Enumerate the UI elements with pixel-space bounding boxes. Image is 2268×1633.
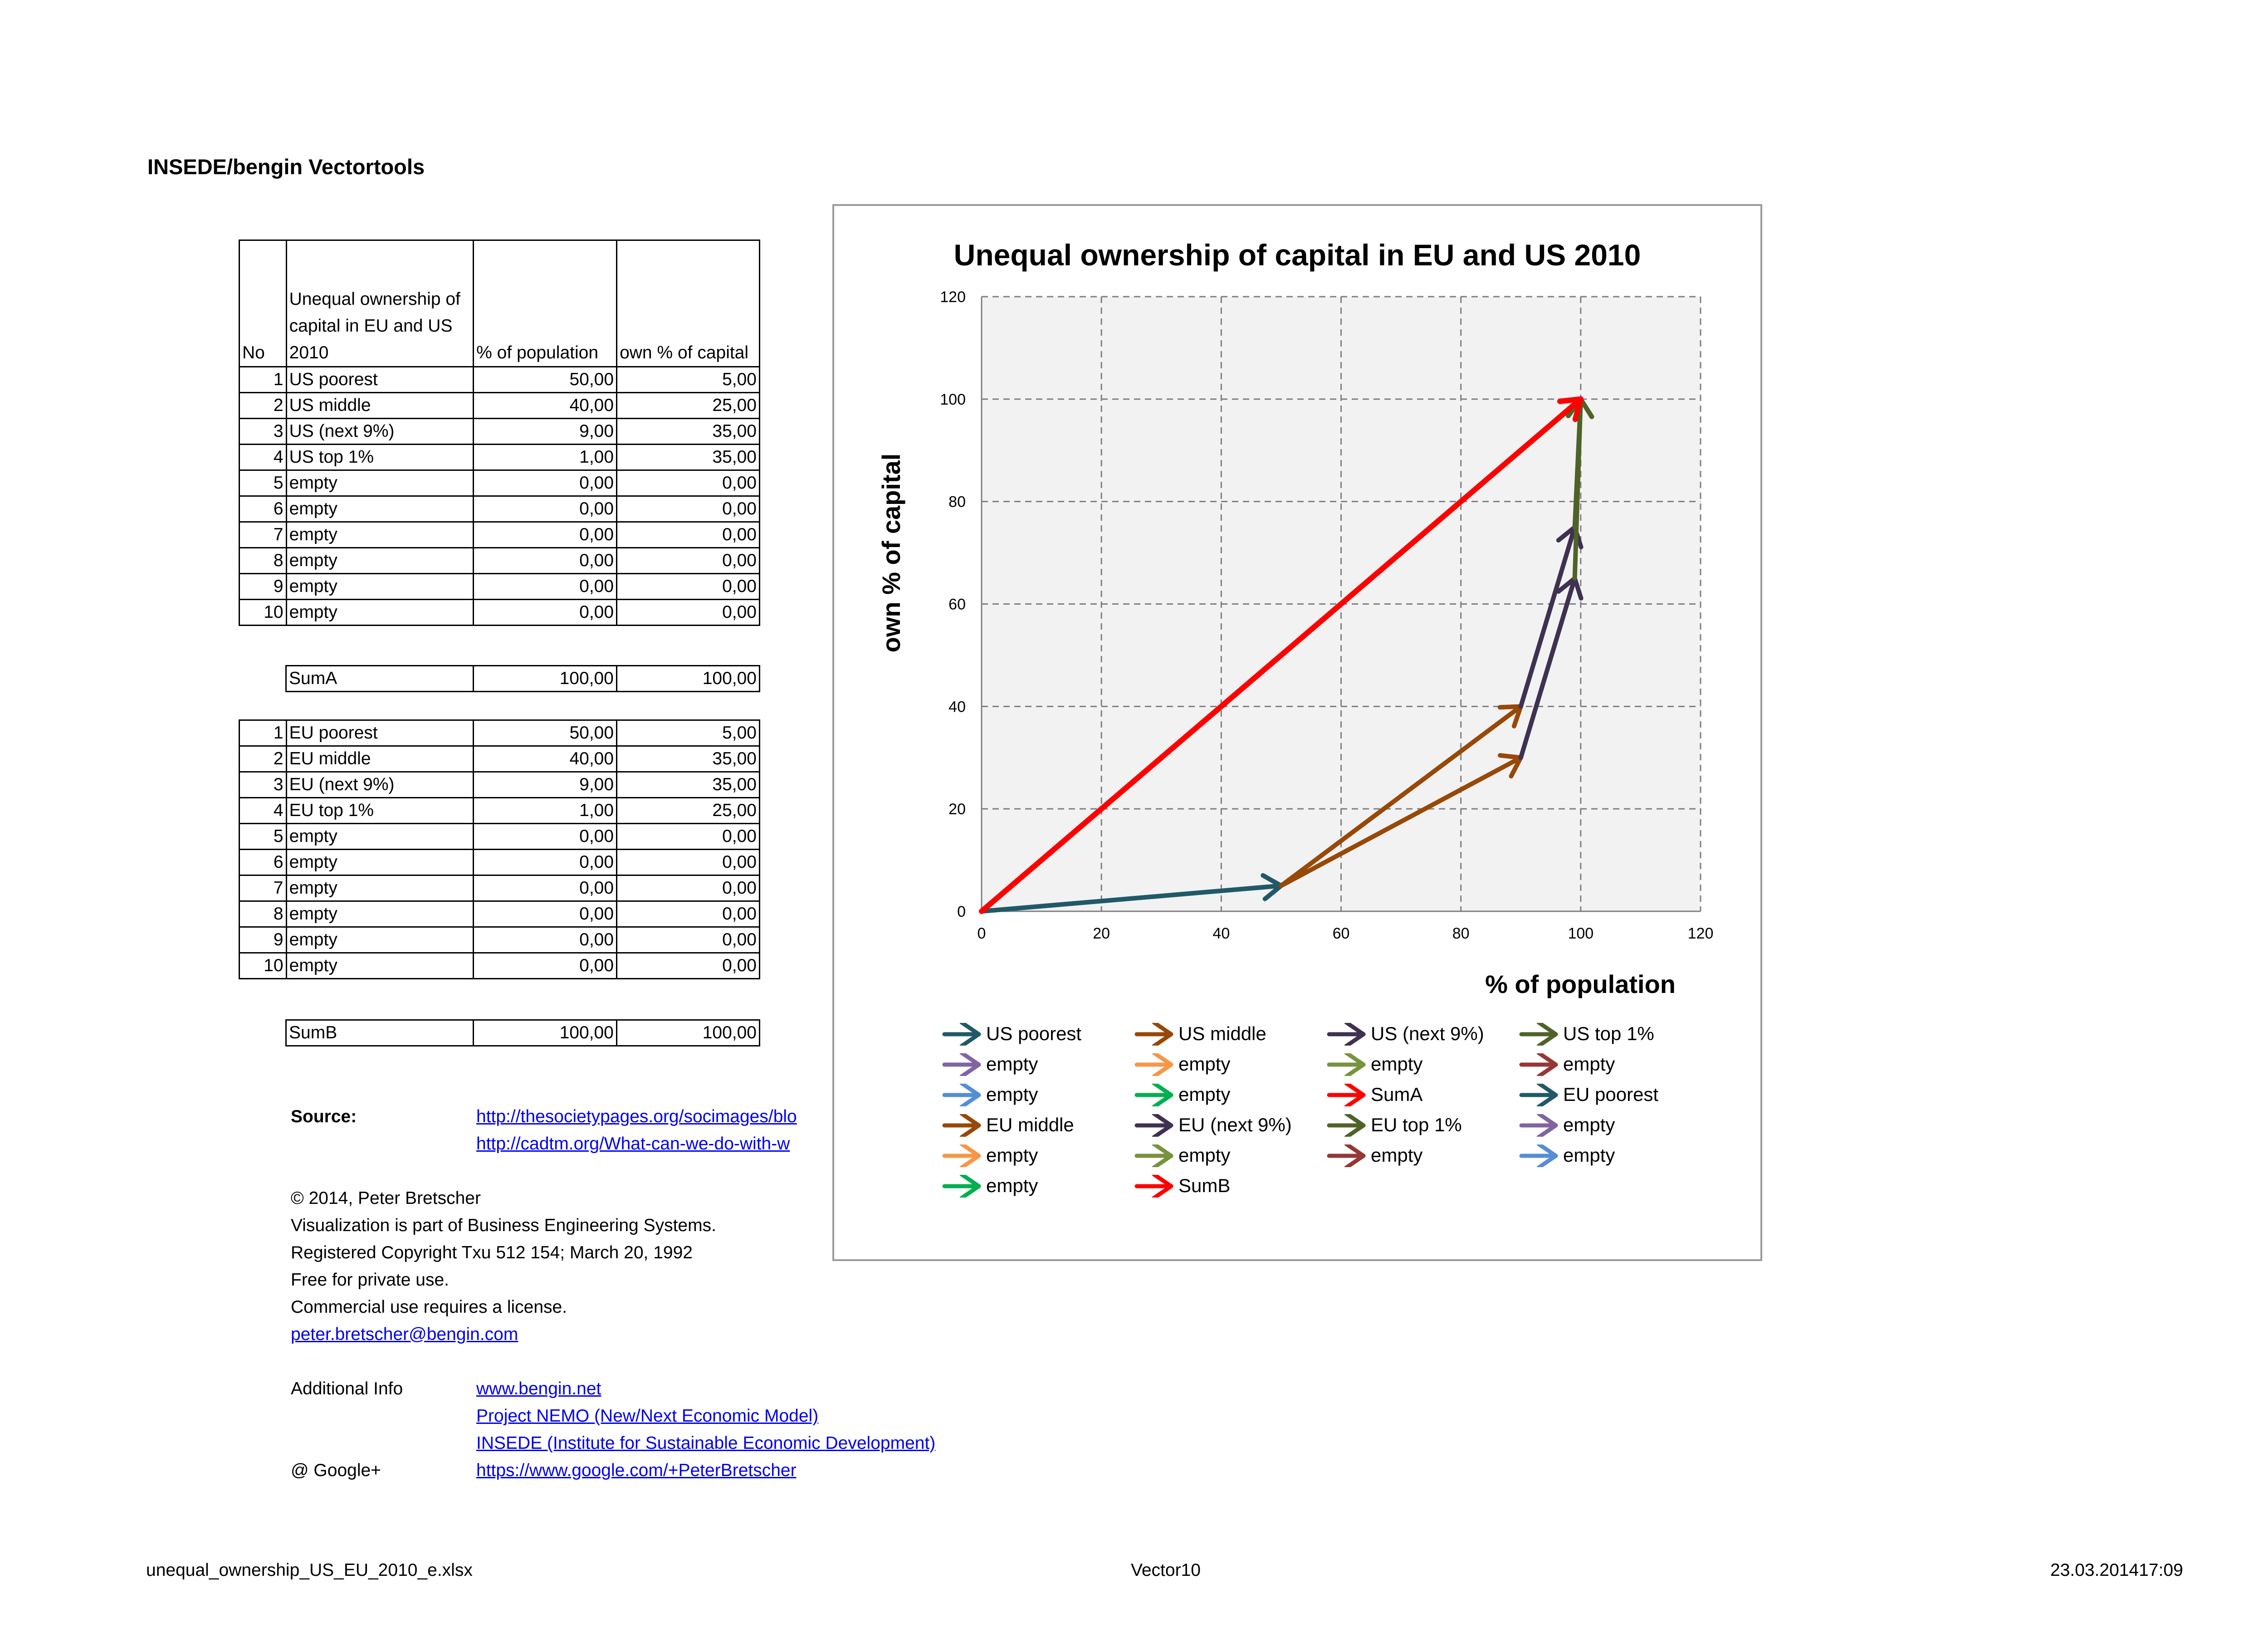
copyright-line: © 2014, Peter Bretscher: [291, 1188, 481, 1208]
nemo-link[interactable]: Project NEMO (New/Next Economic Model): [476, 1406, 819, 1426]
copyright-line: Registered Copyright Txu 512 154; March 20, 1992: [291, 1243, 693, 1262]
row-name: empty: [286, 850, 474, 875]
legend-label: empty: [1371, 1144, 1423, 1166]
row-capital: 0,00: [617, 824, 760, 850]
legend-label: empty: [1178, 1053, 1231, 1075]
row-name: US poorest: [286, 367, 474, 393]
legend-arrow: [1329, 1084, 1364, 1106]
row-number: 1: [240, 367, 287, 393]
table-row: [240, 393, 760, 419]
y-tick-label: 20: [948, 801, 966, 818]
row-population: 9,00: [474, 772, 617, 798]
row-number: 4: [240, 445, 287, 470]
table-row: [240, 522, 760, 548]
row-capital: 5,00: [617, 720, 760, 746]
x-tick-label: 40: [1212, 925, 1230, 942]
row-population: 0,00: [474, 953, 617, 979]
additional-info-label: Additional Info: [291, 1379, 403, 1398]
row-population: 40,00: [474, 393, 617, 419]
legend-arrow-icon: [1325, 1084, 1369, 1106]
row-capital: 25,00: [617, 393, 760, 419]
table-row: [240, 445, 760, 470]
table-row: [240, 746, 760, 772]
row-number: 5: [240, 824, 287, 850]
legend-label: empty: [986, 1144, 1038, 1166]
legend-arrow-icon: [1518, 1114, 1561, 1137]
legend-arrow: [944, 1114, 979, 1137]
row-capital: 0,00: [617, 496, 760, 522]
sumb-population: 100,00: [473, 1020, 616, 1046]
table-row: [240, 720, 760, 746]
source-links: [476, 1107, 830, 1157]
google-link[interactable]: https://www.google.com/+PeterBretscher: [476, 1461, 797, 1480]
table-row: [240, 600, 760, 626]
y-tick-label: 80: [948, 493, 966, 511]
header-population: % of population: [474, 240, 617, 367]
row-population: 0,00: [474, 927, 617, 953]
row-capital: 35,00: [617, 772, 760, 798]
row-capital: 0,00: [617, 522, 760, 548]
row-population: 0,00: [474, 548, 617, 574]
bengin-link[interactable]: www.bengin.net: [476, 1379, 601, 1398]
row-name: empty: [286, 927, 474, 953]
row-name: EU poorest: [286, 720, 474, 746]
x-tick-label: 60: [1332, 925, 1350, 942]
legend-label: US poorest: [986, 1023, 1082, 1044]
table-row: [240, 824, 760, 850]
table-row: [240, 850, 760, 875]
header-name: Unequal ownership of capital in EU and US 2010: [286, 240, 474, 367]
legend-arrow: [944, 1175, 979, 1198]
vector-chart: [834, 206, 1760, 1050]
row-name: empty: [286, 901, 474, 927]
row-population: 0,00: [474, 496, 617, 522]
row-name: EU middle: [286, 746, 474, 772]
row-capital: 0,00: [617, 927, 760, 953]
header-capital: own % of capital: [617, 240, 760, 367]
row-population: 0,00: [474, 574, 617, 600]
source-label: Source:: [291, 1107, 357, 1126]
row-name: empty: [286, 522, 474, 548]
legend-arrow-icon: [941, 1023, 984, 1046]
us-data-table: [239, 240, 760, 626]
legend-label: US top 1%: [1563, 1023, 1654, 1044]
row-population: 0,00: [474, 824, 617, 850]
legend-arrow: [1521, 1114, 1556, 1137]
row-name: US top 1%: [286, 445, 474, 470]
legend-arrow: [944, 1144, 979, 1167]
legend-arrow-icon: [1325, 1114, 1369, 1137]
x-tick-label: 80: [1452, 925, 1470, 942]
row-name: empty: [286, 574, 474, 600]
source-link-2[interactable]: http://cadtm.org/What-can-we-do-with-w: [476, 1134, 790, 1154]
legend-arrow: [944, 1023, 979, 1046]
x-tick-label: 120: [1687, 925, 1714, 942]
legend-arrow: [1137, 1084, 1171, 1106]
row-number: 10: [240, 600, 287, 626]
header-no: No: [240, 240, 287, 367]
row-name: empty: [286, 496, 474, 522]
legend-arrow: [1521, 1144, 1556, 1167]
x-tick-label: 100: [1568, 925, 1594, 942]
row-number: 8: [240, 548, 287, 574]
row-number: 1: [240, 720, 287, 746]
sumb-row: [286, 1020, 760, 1046]
row-number: 10: [240, 953, 287, 979]
legend-label: empty: [1563, 1053, 1615, 1075]
legend-arrow: [1521, 1084, 1556, 1106]
row-name: empty: [286, 470, 474, 496]
row-population: 0,00: [474, 875, 617, 901]
eu-data-table: [239, 719, 760, 979]
footer-sheetname: Vector10: [1131, 1560, 1201, 1580]
row-number: 2: [240, 746, 287, 772]
legend-arrow: [1137, 1144, 1171, 1167]
chart-area: [832, 204, 1762, 1261]
sumb-label: SumB: [286, 1020, 474, 1046]
legend-arrow-icon: [1133, 1114, 1176, 1137]
y-tick-label: 60: [948, 596, 966, 613]
table-row: [240, 927, 760, 953]
legend-arrow-icon: [941, 1053, 984, 1076]
row-capital: 0,00: [617, 850, 760, 875]
legend-arrow: [1329, 1053, 1364, 1076]
row-population: 0,00: [474, 470, 617, 496]
row-name: empty: [286, 875, 474, 901]
row-number: 6: [240, 850, 287, 875]
legend-arrow-icon: [941, 1175, 984, 1198]
y-tick-label: 100: [940, 391, 966, 408]
legend-arrow: [1137, 1114, 1171, 1137]
legend-label: US (next 9%): [1371, 1023, 1484, 1044]
row-capital: 0,00: [617, 901, 760, 927]
legend-label: empty: [1563, 1114, 1615, 1135]
chart-title: Unequal ownership of capital in EU and US 2010: [953, 238, 1641, 272]
row-capital: 0,00: [617, 953, 760, 979]
row-capital: 35,00: [617, 419, 760, 445]
legend-arrow-icon: [1518, 1084, 1561, 1106]
row-population: 50,00: [474, 720, 617, 746]
legend-arrow: [1521, 1023, 1556, 1046]
table-row: [240, 574, 760, 600]
y-axis-label: own % of capital: [877, 453, 905, 653]
sumb-table: [285, 1019, 760, 1046]
y-tick-label: 120: [940, 288, 966, 306]
y-tick-label: 40: [948, 698, 966, 716]
row-population: 0,00: [474, 901, 617, 927]
row-name: EU (next 9%): [286, 772, 474, 798]
sumb-capital: 100,00: [616, 1020, 759, 1046]
copyright-line: Visualization is part of Business Engineering Systems.: [291, 1216, 716, 1235]
x-tick-label: 20: [1093, 925, 1110, 942]
legend-label: US middle: [1178, 1023, 1266, 1044]
footer-timestamp: 23.03.201417:09: [2050, 1560, 2183, 1580]
legend-arrow-icon: [1518, 1023, 1561, 1046]
row-capital: 35,00: [617, 445, 760, 470]
row-population: 40,00: [474, 746, 617, 772]
table-row: [240, 496, 760, 522]
legend-arrow: [1329, 1144, 1364, 1167]
source-link-1[interactable]: http://thesocietypages.org/socimages/blo: [476, 1107, 797, 1126]
row-capital: 0,00: [617, 875, 760, 901]
row-capital: 0,00: [617, 574, 760, 600]
legend-arrow: [1329, 1023, 1364, 1046]
table-row: [240, 772, 760, 798]
page-title: INSEDE/bengin Vectortools: [147, 155, 425, 179]
legend-arrow-icon: [1518, 1144, 1561, 1167]
legend-arrow: [944, 1084, 979, 1106]
table-header-row: [240, 240, 760, 367]
legend-arrow-icon: [1325, 1023, 1369, 1046]
row-capital: 35,00: [617, 746, 760, 772]
legend-arrow-icon: [1518, 1053, 1561, 1076]
row-population: 0,00: [474, 850, 617, 875]
legend-label: empty: [1563, 1144, 1615, 1166]
legend-label: EU top 1%: [1371, 1114, 1462, 1135]
table-row: [240, 548, 760, 574]
footer-filename: unequal_ownership_US_EU_2010_e.xlsx: [146, 1560, 473, 1580]
row-capital: 5,00: [617, 367, 760, 393]
insede-link[interactable]: INSEDE (Institute for Sustainable Economic Development): [476, 1433, 936, 1453]
suma-population: 100,00: [473, 666, 616, 692]
legend-arrow-icon: [1133, 1084, 1176, 1106]
legend-label: SumB: [1178, 1175, 1231, 1196]
copyright-line: Free for private use.: [291, 1270, 449, 1290]
legend-arrow-icon: [941, 1084, 984, 1106]
table-row: [240, 953, 760, 979]
suma-label: SumA: [286, 666, 474, 692]
suma-capital: 100,00: [616, 666, 759, 692]
row-capital: 0,00: [617, 470, 760, 496]
row-name: US (next 9%): [286, 419, 474, 445]
row-population: 1,00: [474, 445, 617, 470]
row-capital: 0,00: [617, 600, 760, 626]
email-link[interactable]: peter.bretscher@bengin.com: [291, 1325, 518, 1344]
legend-arrow: [944, 1053, 979, 1076]
legend-arrow-icon: [1133, 1053, 1176, 1076]
table-row: [240, 419, 760, 445]
table-row: [240, 798, 760, 824]
row-number: 9: [240, 574, 287, 600]
row-population: 9,00: [474, 419, 617, 445]
legend-arrow: [1137, 1053, 1171, 1076]
x-tick-label: 0: [977, 925, 986, 942]
legend-label: empty: [986, 1175, 1038, 1196]
legend-arrow-icon: [1325, 1144, 1369, 1167]
table-row: [240, 470, 760, 496]
legend-label: EU middle: [986, 1114, 1074, 1135]
legend-arrow-icon: [1133, 1175, 1176, 1198]
google-label: @ Google+: [291, 1461, 381, 1480]
row-number: 3: [240, 419, 287, 445]
row-population: 50,00: [474, 367, 617, 393]
row-number: 4: [240, 798, 287, 824]
legend-arrow-icon: [1325, 1053, 1369, 1076]
row-population: 0,00: [474, 600, 617, 626]
legend-arrow: [1521, 1053, 1556, 1076]
row-number: 9: [240, 927, 287, 953]
row-capital: 25,00: [617, 798, 760, 824]
legend-label: empty: [1178, 1144, 1231, 1166]
legend-label: EU (next 9%): [1178, 1114, 1292, 1135]
row-number: 8: [240, 901, 287, 927]
table-row: [240, 367, 760, 393]
legend-label: SumA: [1371, 1084, 1423, 1105]
copyright-line: Commercial use requires a license.: [291, 1297, 567, 1317]
row-number: 7: [240, 522, 287, 548]
row-name: empty: [286, 953, 474, 979]
row-name: empty: [286, 824, 474, 850]
legend-label: EU poorest: [1563, 1084, 1659, 1105]
suma-row: [286, 666, 760, 692]
legend-arrow-icon: [941, 1144, 984, 1167]
table-row: [240, 875, 760, 901]
legend-label: empty: [1371, 1053, 1423, 1075]
row-name: EU top 1%: [286, 798, 474, 824]
row-name: empty: [286, 600, 474, 626]
suma-table: [285, 665, 760, 692]
x-axis-label: % of population: [1485, 970, 1676, 998]
row-name: empty: [286, 548, 474, 574]
y-tick-label: 0: [957, 903, 966, 920]
legend-label: empty: [986, 1053, 1038, 1075]
chart-legend: [941, 1020, 1748, 1211]
legend-arrow-icon: [1133, 1144, 1176, 1167]
legend-label: empty: [1178, 1084, 1231, 1105]
row-number: 6: [240, 496, 287, 522]
legend-arrow: [1329, 1114, 1364, 1137]
legend-arrow-icon: [941, 1114, 984, 1137]
row-population: 1,00: [474, 798, 617, 824]
row-name: US middle: [286, 393, 474, 419]
legend-arrow: [1137, 1175, 1171, 1198]
row-number: 5: [240, 470, 287, 496]
row-capital: 0,00: [617, 548, 760, 574]
legend-arrow-icon: [1133, 1023, 1176, 1046]
table-row: [240, 901, 760, 927]
row-population: 0,00: [474, 522, 617, 548]
legend-arrow: [1137, 1023, 1171, 1046]
legend-label: empty: [986, 1084, 1038, 1105]
row-number: 3: [240, 772, 287, 798]
row-number: 2: [240, 393, 287, 419]
row-number: 7: [240, 875, 287, 901]
